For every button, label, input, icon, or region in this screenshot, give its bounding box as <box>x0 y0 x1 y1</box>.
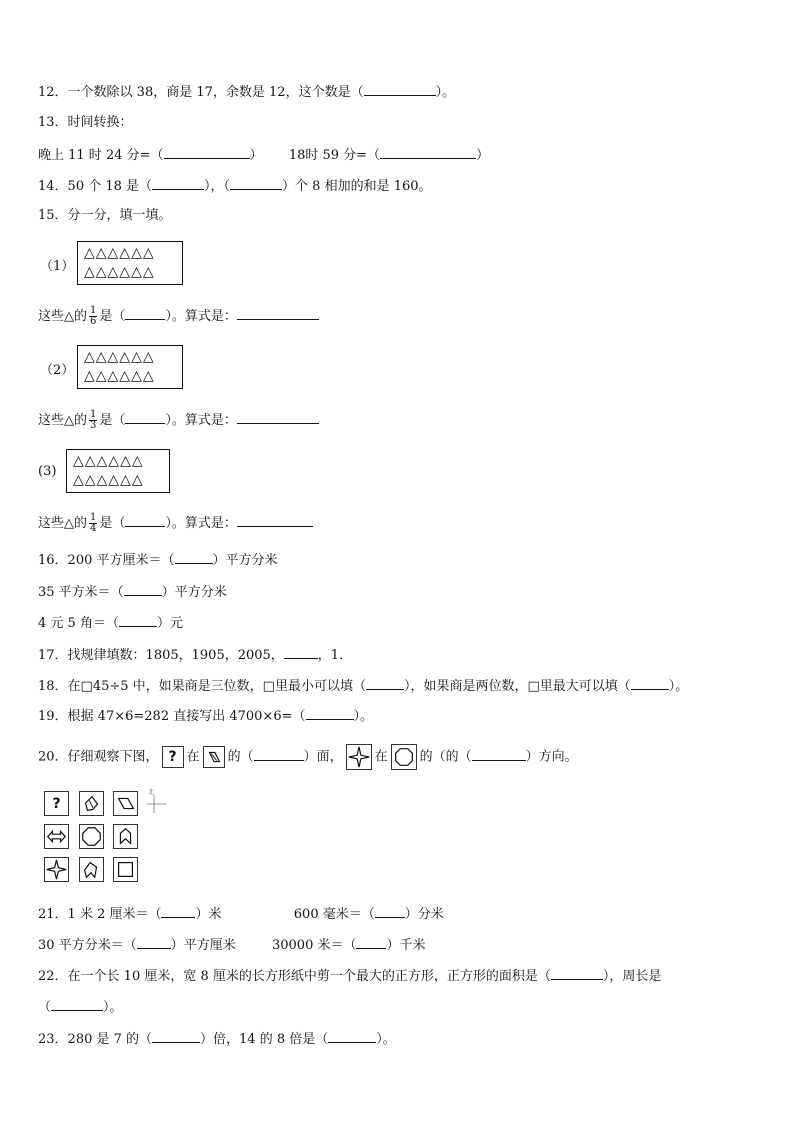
question-17: 17．找规律填数：1805，1905，2005， ，1． <box>38 645 352 665</box>
arch-shape-tile-icon <box>79 857 104 882</box>
formula-blank[interactable] <box>237 306 319 320</box>
question-13-items: 晚上 11 时 24 分=（ ） 18时 59 分=（ ） <box>38 145 489 165</box>
answer-blank[interactable] <box>366 676 404 690</box>
question-19: 19．根据 47×6=282 直接写出 4700×6=（ ）。 <box>38 706 373 726</box>
triangle-box <box>77 241 183 285</box>
answer-blank[interactable] <box>161 904 195 918</box>
answer-blank[interactable] <box>328 1029 376 1043</box>
question-22-line-1: 22．在一个长 10 厘米，宽 8 厘米的长方形纸中剪一个最大的正方形，正方形的面积是（ ），周长是 <box>38 966 661 986</box>
answer-blank[interactable] <box>137 935 171 949</box>
octagon-tile-icon <box>391 744 417 770</box>
answer-blank[interactable] <box>51 997 103 1011</box>
answer-blank[interactable] <box>124 582 162 596</box>
question-18: 18．在□45÷5 中，如果商是三位数，□里最小可以填（ ），如果商是两位数，□里最大可以填（ ）。 <box>38 676 688 696</box>
question-13-title: 13．时间转换： <box>38 115 133 130</box>
answer-blank[interactable] <box>375 904 405 918</box>
answer-blank[interactable] <box>152 176 204 190</box>
triangle-row: △△△△△△ <box>73 453 144 469</box>
question-15-part-3: 这些△的 $\frac{1}{4}$ 是（ ）。算式是： <box>38 513 313 534</box>
part-label: (3) <box>38 464 57 479</box>
part-label: （2） <box>40 363 75 378</box>
answer-blank[interactable] <box>631 676 669 690</box>
triangle-row: △△△△△△ <box>73 472 144 488</box>
answer-blank[interactable] <box>119 613 157 627</box>
question-16-line-1: 16．200 平方厘米＝（ ）平方分米 <box>38 550 278 570</box>
question-15-part-2: 这些△的 $\frac{1}{3}$ 是（ ）。算式是： <box>38 410 319 431</box>
formula-blank[interactable] <box>237 513 313 527</box>
question-14: 14．50 个 18 是（ ），（ ）个 8 相加的和是 160。 <box>38 176 432 196</box>
answer-blank[interactable] <box>472 747 526 761</box>
question-20: 20．仔细观察下图， ? 在 的（ ）面， 在 的（的（ ）方向。 <box>38 744 578 770</box>
fraction: $\frac{1}{4}$ <box>90 512 97 534</box>
answer-blank[interactable] <box>125 306 165 320</box>
question-16-line-3: 4 元 5 角＝（ ）元 <box>38 613 183 633</box>
fraction: $\frac{1}{6}$ <box>90 305 97 327</box>
answer-blank[interactable] <box>364 82 436 96</box>
parallelogram-tile-icon <box>203 746 225 768</box>
question-23: 23．280 是 7 的（ ）倍，14 的 8 倍是（ ）。 <box>38 1029 396 1049</box>
folded-shape-tile-icon <box>79 791 104 816</box>
formula-blank[interactable] <box>237 410 319 424</box>
question-mark-tile-icon: ? <box>44 791 69 816</box>
triangle-box <box>77 345 183 389</box>
answer-blank[interactable] <box>230 176 282 190</box>
compass-icon: 北 <box>148 789 155 796</box>
octagon-tile-icon <box>79 824 104 849</box>
answer-blank[interactable] <box>356 935 386 949</box>
answer-blank[interactable] <box>254 747 304 761</box>
answer-blank[interactable] <box>306 706 354 720</box>
triangle-row: △△△△△△ <box>84 245 155 261</box>
star-tile-icon <box>346 744 372 770</box>
answer-blank[interactable] <box>125 513 165 527</box>
answer-blank[interactable] <box>551 966 603 980</box>
triangle-row: △△△△△△ <box>84 264 155 280</box>
answer-blank[interactable] <box>175 550 213 564</box>
star-tile-icon <box>44 857 69 882</box>
triangle-row: △△△△△△ <box>84 368 155 384</box>
answer-blank[interactable] <box>164 145 250 159</box>
question-15-title: 15．分一分，填一填。 <box>38 208 172 223</box>
triangle-box <box>66 449 170 493</box>
question-12: 12．一个数除以 38，商是 17，余数是 12，这个数是（ ）。 <box>38 82 455 102</box>
part-label: （1） <box>40 259 75 274</box>
answer-blank[interactable] <box>125 410 165 424</box>
triangle-row: △△△△△△ <box>84 349 155 365</box>
question-21-line-1: 21．1 米 2 厘米＝（ ）米 600 毫米＝（ ）分米 <box>38 904 444 924</box>
parallelogram-tile-icon <box>113 791 138 816</box>
bookmark-tile-icon <box>113 824 138 849</box>
question-22-line-2: （ ）。 <box>38 997 123 1017</box>
question-mark-tile-icon: ? <box>162 746 184 768</box>
answer-blank[interactable] <box>380 145 476 159</box>
answer-blank[interactable] <box>152 1029 200 1043</box>
question-21-line-2: 30 平方分米＝（ ）平方厘米 30000 米＝（ ）千米 <box>38 935 426 955</box>
question-16-line-2: 35 平方米＝（ ）平方分米 <box>38 582 227 602</box>
question-15-part-1: 这些△的 $\frac{1}{6}$ 是（ ）。算式是： <box>38 306 319 327</box>
fraction: $\frac{1}{3}$ <box>90 409 97 431</box>
square-tile-icon <box>113 857 138 882</box>
double-arrow-tile-icon <box>44 824 69 849</box>
answer-blank[interactable] <box>284 645 318 659</box>
